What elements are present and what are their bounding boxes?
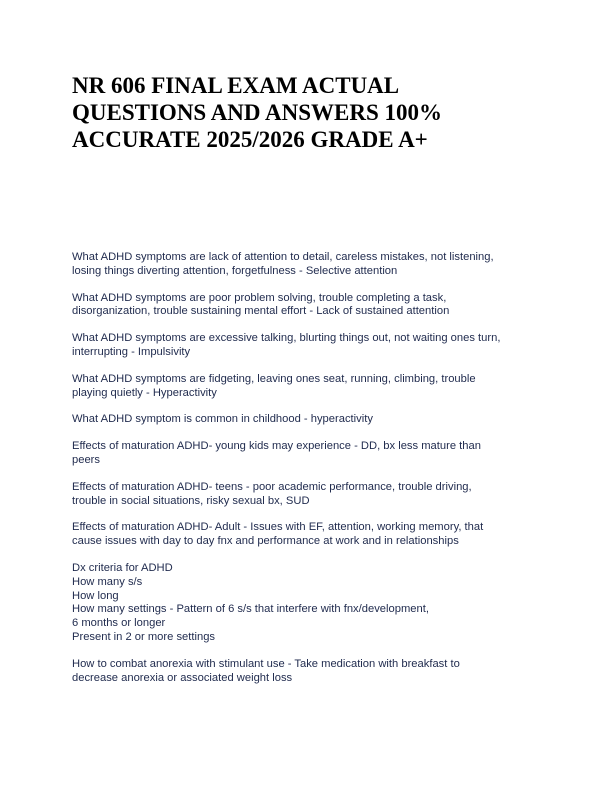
- qa-item: [72, 332, 542, 360]
- qa-line: How long: [72, 589, 119, 602]
- qa-item: [72, 562, 542, 645]
- qa-line: Dx criteria for ADHD: [72, 561, 173, 574]
- qa-line: disorganization, trouble sustaining mental effort - Lack of sustained attention: [72, 305, 450, 318]
- qa-item: [72, 440, 542, 468]
- qa-line: Effects of maturation ADHD- Adult - Issues with EF, attention, working memory, that: [72, 521, 484, 534]
- qa-item: [72, 413, 542, 427]
- qa-line: What ADHD symptom is common in childhood - hyperactivity: [72, 413, 373, 426]
- qa-line: How many settings - Pattern of 6 s/s that interfere with fnx/development,: [72, 603, 429, 616]
- qa-line: losing things diverting attention, forgetfulness - Selective attention: [72, 264, 398, 277]
- qa-item: [72, 481, 542, 509]
- qa-line: cause issues with day to day fnx and performance at work and in relationships: [72, 535, 459, 548]
- qa-line: Effects of maturation ADHD- teens - poor academic performance, trouble driving,: [72, 480, 472, 493]
- qa-line: playing quietly - Hyperactivity: [72, 386, 217, 399]
- qa-line: 6 months or longer: [72, 617, 166, 630]
- qa-line: interrupting - Impulsivity: [72, 345, 191, 358]
- title-line: NR 606 FINAL EXAM ACTUAL: [72, 73, 400, 98]
- qa-line: peers: [72, 453, 100, 466]
- qa-item: [72, 251, 542, 279]
- qa-list: [72, 251, 542, 698]
- qa-line: How to combat anorexia with stimulant use - Take medication with breakfast to: [72, 657, 460, 670]
- title-line: QUESTIONS AND ANSWERS 100%: [72, 100, 443, 125]
- qa-line: What ADHD symptoms are lack of attention to detail, careless mistakes, not listening,: [72, 251, 494, 263]
- qa-line: What ADHD symptoms are poor problem solving, trouble completing a task,: [72, 291, 447, 304]
- qa-line: How many s/s: [72, 575, 143, 588]
- qa-item: [72, 521, 542, 549]
- document-title: [72, 72, 542, 153]
- qa-item: [72, 373, 542, 401]
- qa-line: What ADHD symptoms are fidgeting, leaving ones seat, running, climbing, trouble: [72, 372, 476, 385]
- title-line: ACCURATE 2025/2026 GRADE A+: [72, 127, 428, 152]
- qa-line: Present in 2 or more settings: [72, 630, 216, 643]
- qa-item: [72, 292, 542, 320]
- qa-line: What ADHD symptoms are excessive talking, blurting things out, not waiting ones turn,: [72, 332, 501, 345]
- qa-line: decrease anorexia or associated weight loss: [72, 671, 293, 684]
- qa-line: Effects of maturation ADHD- young kids may experience - DD, bx less mature than: [72, 440, 481, 453]
- qa-item: [72, 658, 542, 686]
- qa-line: trouble in social situations, risky sexual bx, SUD: [72, 494, 310, 507]
